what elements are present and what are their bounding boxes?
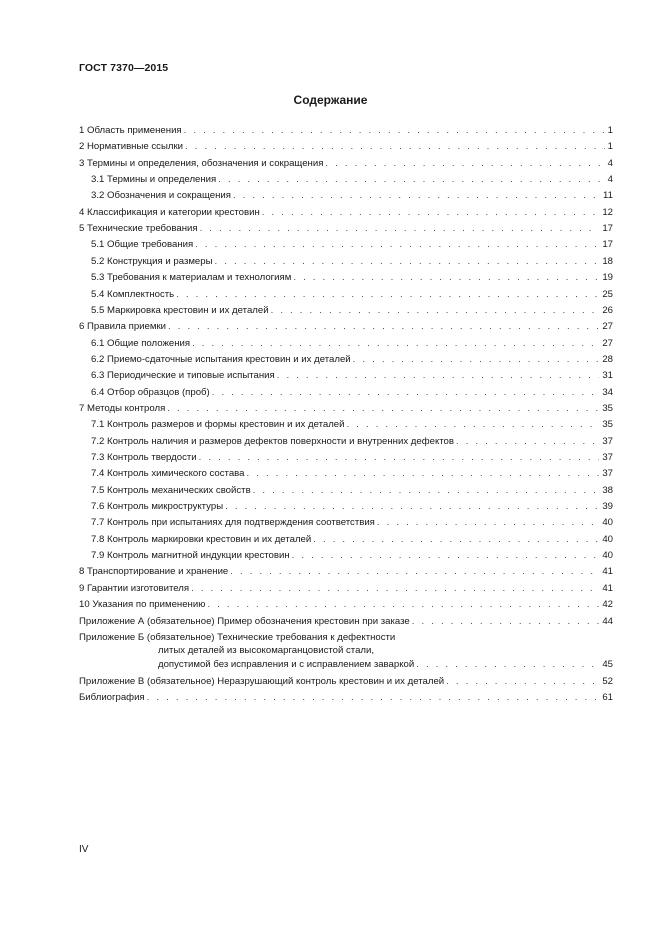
toc-entry-page: 44	[599, 616, 613, 627]
toc-entry[interactable]	[79, 138, 613, 152]
toc-entry-page: 27	[599, 321, 613, 332]
dot-leader	[225, 501, 599, 512]
toc-entry[interactable]	[79, 596, 613, 610]
dot-leader	[184, 125, 605, 136]
toc-entry-title: 9 Гарантии изготовителя	[79, 582, 190, 594]
dot-leader	[218, 174, 604, 185]
dot-leader	[271, 305, 600, 316]
toc-entry-page: 35	[599, 403, 613, 414]
toc-entry[interactable]	[79, 482, 613, 496]
toc-entry-page: 4	[605, 174, 613, 185]
dot-leader	[262, 207, 600, 218]
toc-entry-page: 35	[599, 419, 613, 430]
toc-entry[interactable]	[79, 498, 613, 512]
toc-entry-title: 3.1 Термины и определения	[79, 174, 218, 185]
toc-entry[interactable]	[79, 351, 613, 365]
dot-leader	[215, 256, 600, 267]
toc-entry-title: 6.2 Приемо-сдаточные испытания крестовин и их деталей	[79, 354, 353, 365]
dot-leader	[191, 583, 599, 594]
dot-leader	[353, 354, 600, 365]
toc-entry-title: 2 Нормативные ссылки	[79, 141, 184, 153]
dot-leader	[293, 272, 599, 283]
dot-leader	[192, 338, 599, 349]
toc-entry[interactable]	[79, 563, 613, 577]
toc-entry-title: 6.4 Отбор образцов (проб)	[79, 387, 212, 398]
toc-entry-page: 41	[599, 566, 613, 577]
toc-entry-page: 37	[599, 468, 613, 479]
toc-entry[interactable]	[79, 465, 613, 479]
toc-entry-title: 1 Область применения	[79, 125, 182, 136]
dot-leader	[412, 616, 600, 627]
dot-leader	[195, 239, 599, 250]
dot-leader	[325, 158, 604, 169]
toc-entry[interactable]	[79, 236, 613, 250]
dot-leader	[199, 452, 600, 463]
toc-entry-title: Приложение Б (обязательное) Технические требования к дефектности	[79, 631, 396, 643]
toc-entry-page: 37	[599, 452, 613, 463]
toc-entry-appendix-b-last-line[interactable]	[79, 656, 613, 670]
toc-entry-title: Приложение В (обязательное) Неразрушающий контроль крестовин и их деталей	[79, 675, 445, 687]
dot-leader	[212, 387, 600, 398]
toc-entry-page: 31	[599, 370, 613, 381]
dot-leader	[176, 289, 599, 300]
toc-entry-page: 1	[605, 125, 613, 136]
toc-entry[interactable]	[79, 204, 613, 218]
toc-entry-title: 5 Технические требования	[79, 223, 198, 235]
toc-entry[interactable]	[79, 318, 613, 332]
toc-entry-title: 5.5 Маркировка крестовин и их деталей	[79, 305, 271, 316]
toc-entry-page: 52	[599, 676, 613, 687]
dot-leader	[292, 550, 600, 561]
dot-leader	[167, 403, 599, 414]
toc-entry-page: 27	[599, 338, 613, 349]
dot-leader	[377, 517, 599, 528]
toc-entry-page: 28	[599, 354, 613, 365]
dot-leader	[247, 468, 600, 479]
toc-entry[interactable]	[79, 286, 613, 300]
toc-entry-title: 6.3 Периодические и типовые испытания	[79, 370, 277, 381]
toc-entry-title: 10 Указания по применению	[79, 599, 206, 611]
toc-entry-title: 3.2 Обозначения и сокращения	[79, 190, 233, 201]
toc-entry[interactable]	[79, 220, 613, 234]
toc-entry-page: 61	[599, 692, 613, 703]
toc-entry-title-continued: литых деталей из высокомарганцовистой стали,	[158, 645, 375, 657]
toc-entry-page: 45	[599, 659, 613, 670]
toc-entry-title: 6 Правила приемки	[79, 321, 166, 333]
toc-entry[interactable]	[79, 514, 613, 528]
toc-entry-page: 25	[599, 289, 613, 300]
toc-entry-title: 5.4 Комплектность	[79, 289, 176, 300]
toc-entry-title: 8 Транспортирование и хранение	[79, 566, 229, 578]
toc-entry[interactable]	[79, 302, 613, 316]
dot-leader	[185, 141, 605, 152]
toc-entry[interactable]	[79, 416, 613, 430]
toc-entry[interactable]	[79, 335, 613, 349]
toc-entry[interactable]	[79, 269, 613, 283]
toc-entry[interactable]	[79, 253, 613, 267]
toc-entry[interactable]	[79, 155, 613, 169]
toc-entry-page: 12	[599, 207, 613, 218]
dot-leader	[147, 692, 600, 703]
toc-entry-title: 5.3 Требования к материалам и технологиям	[79, 272, 293, 283]
toc-entry[interactable]	[79, 433, 613, 447]
toc-entry[interactable]	[79, 400, 613, 414]
toc-entry-title: 7.6 Контроль микроструктуры	[79, 501, 225, 512]
toc-entry-page: 34	[599, 387, 613, 398]
toc-entry[interactable]	[79, 367, 613, 381]
toc-entry-page: 26	[599, 305, 613, 316]
toc-entry-title-continued: допустимой без исправления и с исправлением заваркой	[79, 659, 416, 670]
toc-entry-page: 17	[599, 223, 613, 234]
toc-entry-page: 41	[599, 583, 613, 594]
toc-entry-title: 7.5 Контроль механических свойств	[79, 485, 253, 496]
page-title: Содержание	[293, 93, 368, 107]
toc-entry-title: Библиография	[79, 692, 145, 704]
dot-leader	[168, 321, 599, 332]
dot-leader	[200, 223, 600, 234]
toc-entry-page: 37	[599, 436, 613, 447]
toc-entry-title: 5.1 Общие требования	[79, 239, 195, 250]
toc-entry[interactable]	[79, 689, 613, 703]
toc-entry-title: 7.4 Контроль химического состава	[79, 468, 247, 479]
dot-leader	[347, 419, 600, 430]
toc-entry-page: 40	[599, 550, 613, 561]
toc-entry[interactable]	[79, 613, 613, 627]
toc-entry-page: 19	[599, 272, 613, 283]
toc-entry-page: 17	[599, 239, 613, 250]
toc-entry[interactable]	[79, 449, 613, 463]
toc-entry-title: 7.1 Контроль размеров и формы крестовин и их деталей	[79, 419, 347, 430]
toc-entry-title: 6.1 Общие положения	[79, 338, 192, 349]
toc-entry-title: 7.2 Контроль наличия и размеров дефектов поверхности и внутренних дефектов	[79, 436, 456, 447]
toc-entry-title: 3 Термины и определения, обозначения и сокращения	[79, 157, 324, 169]
toc-entry[interactable]	[79, 384, 613, 398]
toc-entry-title: 7 Методы контроля	[79, 402, 166, 414]
toc-entry-page: 1	[605, 141, 613, 152]
toc-entry-page: 18	[599, 256, 613, 267]
toc-entry-title: 7.3 Контроль твердости	[79, 452, 199, 463]
toc-entry-page: 4	[605, 158, 613, 169]
dot-leader	[416, 659, 599, 670]
page-number: IV	[79, 844, 89, 855]
dot-leader	[207, 599, 599, 610]
toc-entry-title: 4 Классификация и категории крестовин	[79, 206, 260, 218]
toc-entry-title: 7.9 Контроль магнитной индукции крестовин	[79, 550, 292, 561]
toc-entry-page: 40	[599, 517, 613, 528]
toc-entry-page: 42	[599, 599, 613, 610]
toc-entry[interactable]	[79, 547, 613, 561]
toc-entry-page: 38	[599, 485, 613, 496]
toc-entry-title: 7.8 Контроль маркировки крестовин и их деталей	[79, 534, 313, 545]
toc-entry[interactable]	[79, 122, 613, 136]
toc-entry-page: 11	[600, 190, 613, 201]
toc-entry-page: 40	[599, 534, 613, 545]
toc-entry[interactable]	[79, 531, 613, 545]
toc-entry[interactable]	[79, 580, 613, 594]
dot-leader	[446, 676, 599, 687]
toc-entry[interactable]	[79, 171, 613, 185]
dot-leader	[277, 370, 600, 381]
toc-entry-page: 39	[599, 501, 613, 512]
dot-leader	[230, 566, 599, 577]
toc-entry-title: 7.7 Контроль при испытаниях для подтверждения соответствия	[79, 517, 377, 528]
toc-entry-appendix-b[interactable]	[79, 632, 613, 659]
dot-leader	[456, 436, 599, 447]
dot-leader	[253, 485, 600, 496]
document-id: ГОСТ 7370—2015	[79, 62, 169, 74]
dot-leader	[313, 534, 599, 545]
toc-entry-title: 5.2 Конструкция и размеры	[79, 256, 215, 267]
toc-entry[interactable]	[79, 187, 613, 201]
dot-leader	[233, 190, 600, 201]
toc-entry-title: Приложение А (обязательное) Пример обозначения крестовин при заказе	[79, 615, 410, 627]
toc-entry[interactable]	[79, 673, 613, 687]
